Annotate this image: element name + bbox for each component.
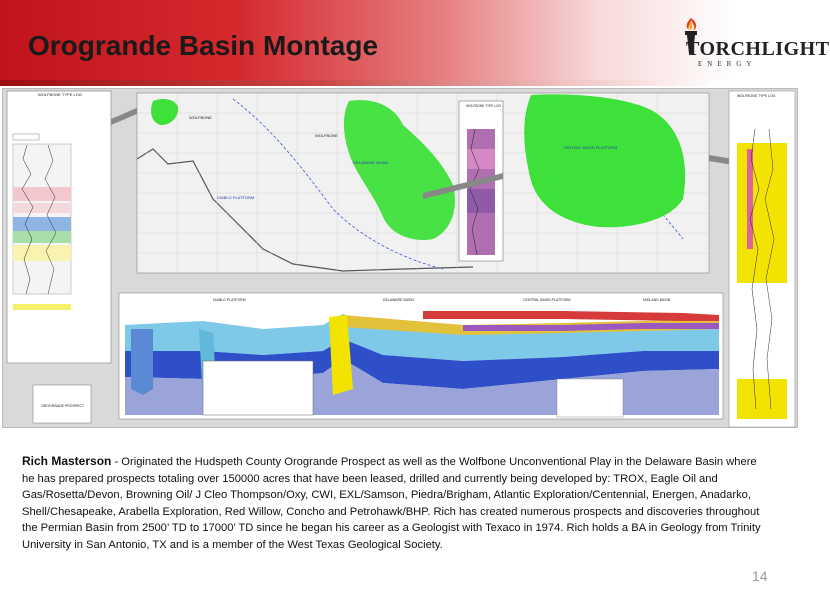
map-box-title: OROGRANDE PROSPECT	[41, 404, 85, 408]
basin-map	[137, 93, 709, 273]
left-log-title: WOLFBONE TYPE LOG	[38, 92, 82, 97]
logo-wordmark: TORCHLIGHT	[686, 38, 830, 60]
caption-text: - Originated the Hudspeth County Orogrande Prospect as well as the Wolfbone Unconventional Play in the Delaware Basin where he has prepared prospects totaling over 150000 acres that have been leased, drilled and currently being developed by: TROX, Eagle Oil and Gas/Rosetta/Devon, Browning Oil/ J Cleo Thompson/Oxy, CWI, EXL/Samson, Piedra/Brigham, Atlantic Exploration/Centennial, Energen, Anadarko, Shell/Chesapeake, Arabella Exploration, Red Willow, Concho and Petrohawk/BHP. Rich has created numerous prospects and discoveries throughout the Permian Basin from 2500’ TD to 17000’ TD since he began his career as a Geologist with Texaco in 1974. Rich holds a BA in Geology from Trinity University in San Antonio, TX and is a member of the West Texas Geological Society.	[22, 456, 761, 551]
section-label-3: CENTRAL BASIN PLATFORM	[523, 298, 571, 302]
map-label-2: WOLFBONE	[315, 133, 338, 138]
slide-title: Orogrande Basin Montage	[28, 30, 379, 61]
map-label-1: WOLFBONE	[189, 115, 212, 120]
page-number: 14	[752, 568, 768, 584]
banner-underline	[0, 80, 800, 86]
map-label-5: DIABLO PLATFORM	[217, 195, 255, 200]
left-type-log	[7, 91, 111, 423]
torchlight-logo	[668, 16, 830, 72]
caption-name: Rich Masterson	[22, 454, 112, 468]
caption-paragraph	[22, 453, 770, 554]
basin-montage-image	[2, 88, 798, 428]
section-label-2: DELAWARE BASIN	[383, 298, 414, 302]
section-label-1: DIABLO PLATFORM	[213, 298, 246, 302]
map-label-4: CENTRAL BASIN PLATFORM	[563, 145, 618, 150]
map-label-3: DELAWARE BASIN	[353, 160, 389, 165]
right-log-title: WOLFBONE TYPE LOG	[737, 94, 776, 98]
section-label-4: MIDLAND BASIN	[643, 298, 671, 302]
cross-section	[119, 293, 723, 419]
logo-subtitle: ENERGY	[698, 60, 757, 68]
center-log-title: WOLFBONE TYPE LOG	[466, 104, 502, 108]
